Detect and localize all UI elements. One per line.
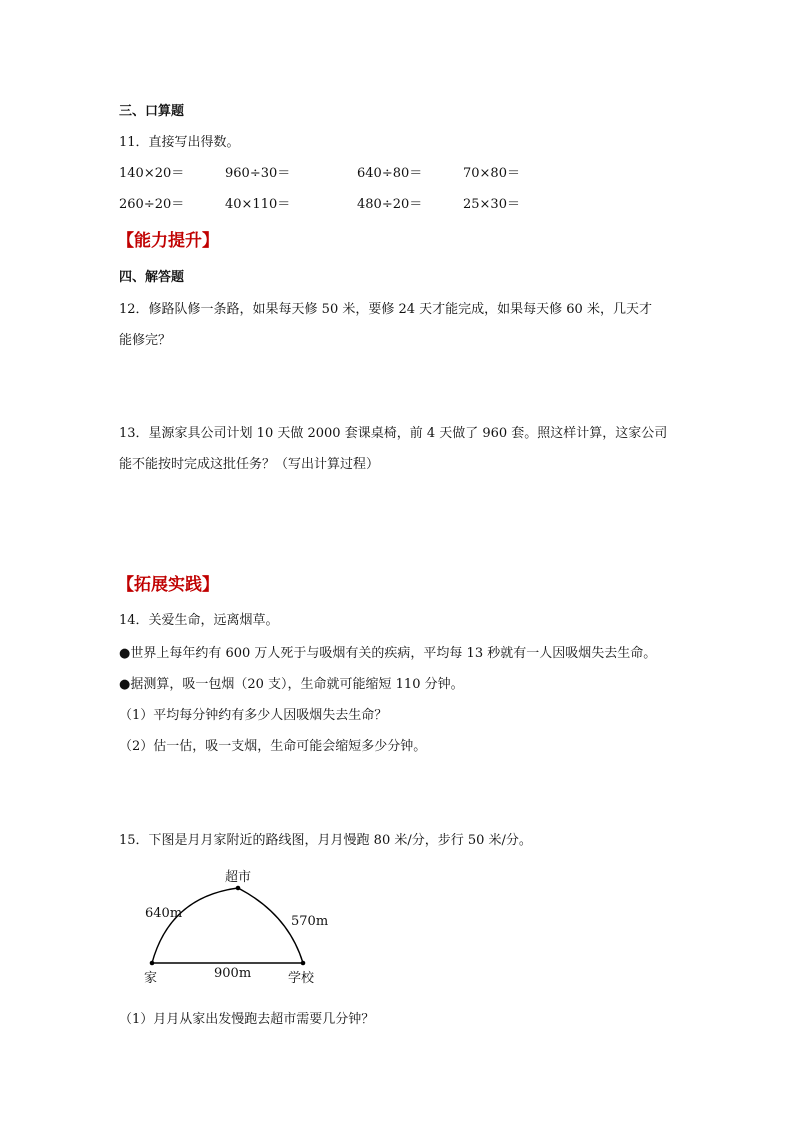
q14-sub-question-2: （2）估一估，吸一支烟，生命可能会缩短多少分钟。	[119, 739, 427, 754]
ability-section-title: 【能力提升】	[117, 231, 219, 251]
home-label: 家	[144, 971, 158, 986]
supermarket-label: 超市	[225, 870, 252, 885]
supermarket-point	[236, 886, 241, 891]
calc-item: 960÷30＝	[225, 166, 291, 181]
practice-section-title: 【拓展实践】	[117, 575, 219, 595]
q12-line-1: 12．修路队修一条路，如果每天修 50 米，要修 24 天才能完成，如果每天修 60 米，几天才	[119, 302, 652, 317]
calc-item: 40×110＝	[225, 197, 291, 212]
school-point	[301, 961, 306, 966]
distance-home-school-label: 900m	[214, 966, 252, 981]
calc-item: 140×20＝	[119, 166, 185, 181]
distance-supermarket-school-label: 570m	[291, 914, 329, 929]
calc-item: 480÷20＝	[357, 197, 423, 212]
q14-bullet-1: ●世界上每年约有 600 万人死于与吸烟有关的疾病，平均每 13 秒就有一人因吸烟失去生命。	[119, 646, 657, 661]
q14-prompt: 14．关爱生命，远离烟草。	[119, 613, 279, 628]
q15-prompt: 15．下图是月月家附近的路线图，月月慢跑 80 米/分，步行 50 米/分。	[119, 833, 532, 848]
calc-item: 70×80＝	[463, 166, 520, 181]
section-4-heading: 四、解答题	[119, 270, 185, 285]
q11-prompt: 11．直接写出得数。	[119, 135, 240, 150]
q15-sub-question-1: （1）月月从家出发慢跑去超市需要几分钟？	[119, 1012, 375, 1027]
route-diagram	[130, 862, 350, 990]
calc-item: 25×30＝	[463, 197, 520, 212]
school-label: 学校	[288, 971, 315, 986]
q13-line-2: 能不能按时完成这批任务？（写出计算过程）	[119, 457, 380, 472]
q14-sub-question-1: （1）平均每分钟约有多少人因吸烟失去生命？	[119, 708, 388, 723]
q13-line-1: 13．星源家具公司计划 10 天做 2000 套课桌椅，前 4 天做了 960 套。照这样计算，这家公司	[119, 426, 668, 441]
section-3-heading: 三、口算题	[119, 104, 185, 119]
calc-item: 260÷20＝	[119, 197, 185, 212]
route-home-to-supermarket	[152, 888, 238, 963]
distance-home-supermarket-label: 640m	[145, 906, 183, 921]
q14-bullet-2: ●据测算，吸一包烟（20 支），生命就可能缩短 110 分钟。	[119, 677, 464, 692]
home-point	[150, 961, 155, 966]
calc-item: 640÷80＝	[357, 166, 423, 181]
q12-line-2: 能修完？	[119, 333, 172, 348]
